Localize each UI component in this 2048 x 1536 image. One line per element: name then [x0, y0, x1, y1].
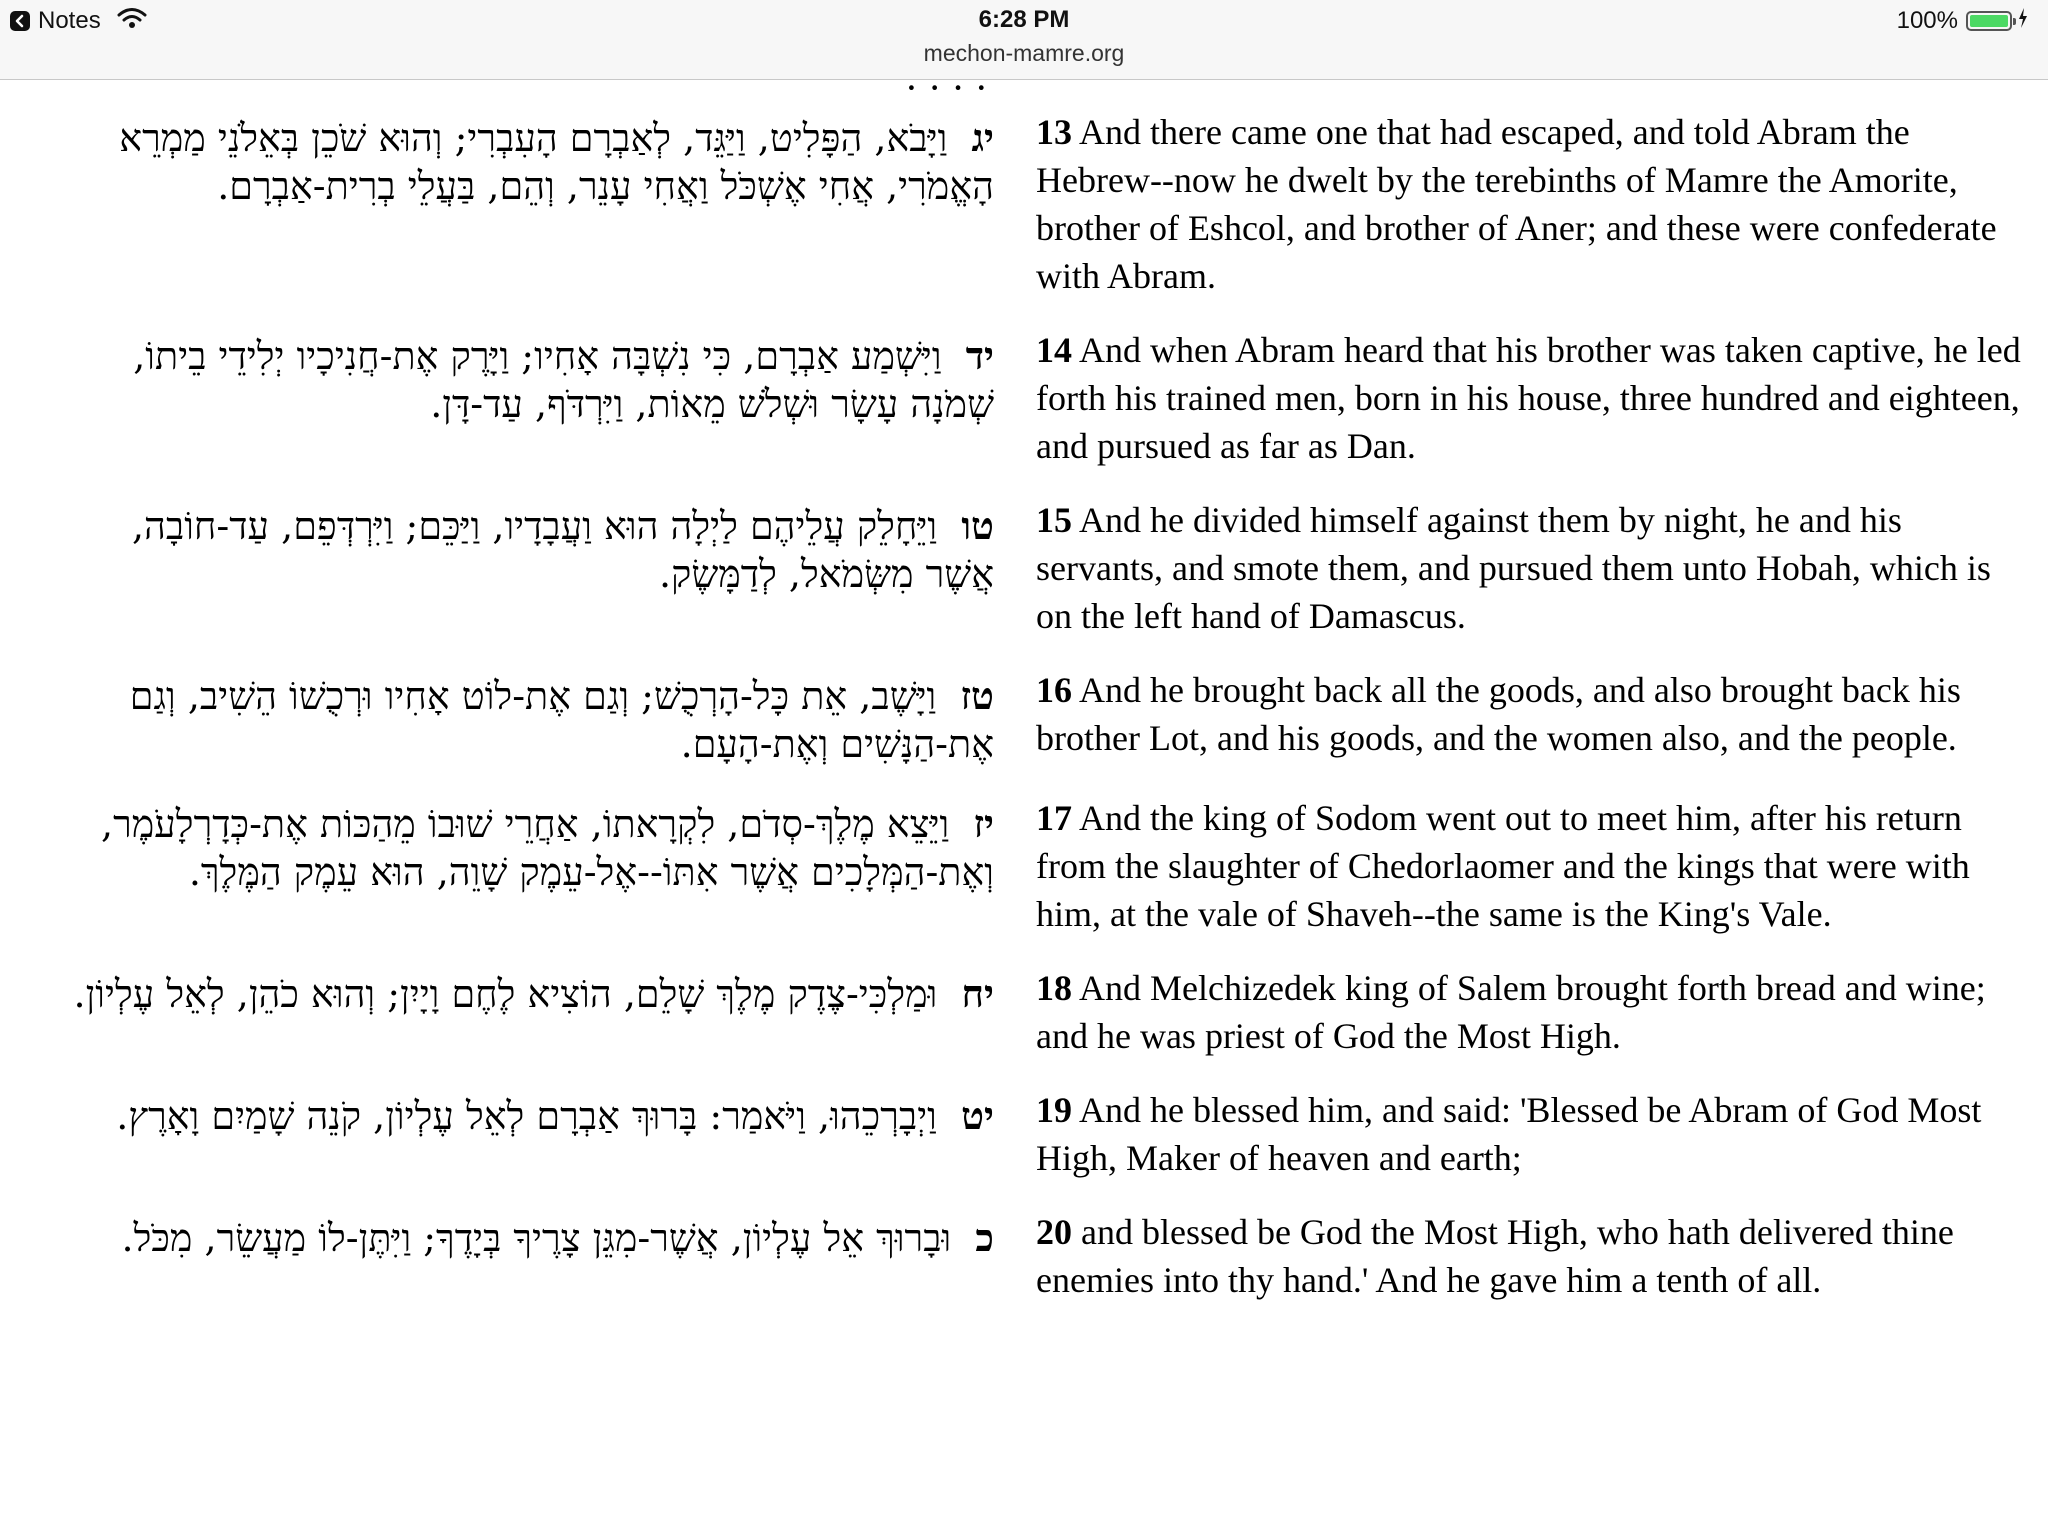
hebrew-verse-cell	[0, 1208, 1022, 1330]
verse-row	[0, 1086, 2048, 1208]
verse-row	[0, 666, 2048, 794]
battery-nub	[2013, 18, 2016, 25]
battery-percent: 100%	[1896, 7, 1958, 34]
english-verse-cell	[1022, 108, 2048, 326]
hebrew-verse-text: וּבָרוּךְ אֵל עֶלְיוֹן, אֲשֶׁר-מִגֵּן צָרֶיךָ בְּיָדֶךָ; וַיִּתֶּן-לוֹ מַעֲשֵׂר, מִכֹּל.	[121, 1216, 952, 1260]
english-verse-cell	[1022, 1086, 2048, 1208]
english-verse-number: 20	[1036, 1212, 1072, 1252]
status-right	[1897, 6, 2028, 36]
english-verse-cell	[1022, 1208, 2048, 1330]
hebrew-verse-text: וּמַלְכִּי-צֶדֶק מֶלֶךְ שָׁלֵם, הוֹצִיא לֶחֶם וָיָיִן; וְהוּא כֹהֵן, לְאֵל עֶלְיוֹן.	[73, 972, 938, 1016]
hebrew-verse-text: וַיָּבֹא, הַפָּלִיט, וַיַּגֵּד, לְאַבְרָם הָעִבְרִי; וְהוּא שֹׁכֵן בְּאֵלֹנֵי מַמְרֵא הָאֱמֹרִי, אֲחִי אֶשְׁכֹּל וַאֲחִי עָנֵר, וְהֵם, בַּעֲלֵי בְרִית-אַבְרָם.	[119, 116, 994, 208]
hebrew-verse-number: יח	[961, 971, 994, 1016]
english-verse-text: And there came one that had escaped, and told Abram the Hebrew--now he dwelt by the terebinths of Mamre the Amorite, brother of Eshcol, and brother of Aner; and these were confederate with Abram.	[1036, 112, 1997, 296]
hebrew-verse-number: יט	[961, 1093, 994, 1138]
verse-row	[0, 108, 2048, 326]
english-verse-number: 17	[1036, 798, 1072, 838]
status-bar	[0, 0, 2048, 80]
english-verse-text: And he brought back all the goods, and also brought back his brother Lot, and his goods, and the women also, and the people.	[1036, 670, 1961, 758]
hebrew-verse-cell	[0, 496, 1022, 666]
clock: 6:28 PM	[978, 6, 1070, 33]
english-verse-number: 14	[1036, 330, 1072, 370]
hebrew-verse-number: כ	[975, 1215, 994, 1260]
hebrew-verse-cell	[0, 794, 1022, 964]
hebrew-verse-text: וַיִּשְׁמַע אַבְרָם, כִּי נִשְׁבָּה אָחִיו; וַיָּרֶק אֶת-חֲנִיכָיו יְלִידֵי בֵיתוֹ, שְׁמֹנָה עָשָׂר וּשְׁלֹשׁ מֵאוֹת, וַיִּרְדֹּף, עַד-דָּן.	[133, 334, 994, 426]
hebrew-verse-number: יז	[973, 801, 994, 846]
back-app-label[interactable]: Notes	[38, 7, 101, 34]
verse-row	[0, 326, 2048, 496]
hebrew-verse-cell	[0, 1086, 1022, 1208]
verse-row	[0, 496, 2048, 666]
english-verse-number: 16	[1036, 670, 1072, 710]
hebrew-verse-cell	[0, 108, 1022, 326]
english-verse-number: 18	[1036, 968, 1072, 1008]
battery-level	[1970, 15, 2008, 27]
address-url[interactable]: mechon-mamre.org	[923, 40, 1125, 66]
english-verse-number: 19	[1036, 1090, 1072, 1130]
english-verse-cell	[1022, 326, 2048, 496]
hebrew-verse-number: יד	[965, 333, 994, 378]
hebrew-verse-cell	[0, 666, 1022, 794]
english-verse-text: And Melchizedek king of Salem brought forth bread and wine; and he was priest of God the Most High.	[1036, 968, 1986, 1056]
charging-bolt-icon	[2018, 7, 2028, 35]
hebrew-verse-text: וַיֵּצֵא מֶלֶךְ-סְדֹם, לִקְרָאתוֹ, אַחֲרֵי שׁוּבוֹ מֵהַכּוֹת אֶת-כְּדָרְלָעֹמֶר, וְאֶת-הַמְּלָכִים אֲשֶׁר אִתּוֹ--אֶל-עֵמֶק שָׁוֵה, הוּא עֵמֶק הַמֶּלֶךְ.	[101, 802, 994, 894]
page-content	[0, 80, 2048, 1536]
english-verse-cell	[1022, 794, 2048, 964]
verse-row	[0, 794, 2048, 964]
hebrew-verse-text: וַיְבָרְכֵהוּ, וַיֹּאמַר: בָּרוּךְ אַבְרָם לְאֵל עֶלְיוֹן, קֹנֵה שָׁמַיִם וָאָרֶץ.	[116, 1094, 937, 1138]
english-verse-text: And he divided himself against them by night, he and his servants, and smote them, and pursued them unto Hobah, which is on the left hand of Damascus.	[1036, 500, 1991, 636]
english-verse-text: And he blessed him, and said: 'Blessed be Abram of God Most High, Maker of heaven and earth;	[1036, 1090, 1982, 1178]
english-verse-number: 15	[1036, 500, 1072, 540]
battery-icon	[1966, 11, 2012, 31]
hebrew-verse-cell	[0, 326, 1022, 496]
hebrew-verse-number: טז	[960, 673, 994, 718]
english-verse-cell	[1022, 964, 2048, 1086]
english-verse-text: And when Abram heard that his brother was taken captive, he led forth his trained men, born in his house, three hundred and eighteen, and pursued as far as Dan.	[1036, 330, 2021, 466]
english-verse-cell	[1022, 666, 2048, 794]
hebrew-verse-number: יג	[971, 115, 994, 160]
english-verse-cell	[1022, 496, 2048, 666]
hebrew-verse-text: וַיֵּחָלֵק עֲלֵיהֶם לַיְלָה הוּא וַעֲבָדָיו, וַיַּכֵּם; וַיִּרְדְּפֵם, עַד-חוֹבָה, אֲשֶׁר מִשְּׂמֹאל, לְדַמָּשֶׂק.	[131, 504, 994, 596]
english-verse-text: And the king of Sodom went out to meet him, after his return from the slaughter of Chedorlaomer and the kings that were with him, at the vale of Shaveh--the same is the King's Vale.	[1036, 798, 1970, 934]
verse-table	[0, 108, 2048, 1330]
hebrew-verse-text: וַיָּשֶׁב, אֵת כָּל-הָרְכֻשׁ; וְגַם אֶת-לוֹט אָחִיו וּרְכֻשׁוֹ הֵשִׁיב, וְגַם אֶת-הַנָּשִׁים וְאֶת-הָעָם.	[129, 674, 994, 766]
verse-row	[0, 1208, 2048, 1330]
hebrew-verse-cell	[0, 964, 1022, 1086]
verse-row	[0, 964, 2048, 1086]
english-verse-text: and blessed be God the Most High, who hath delivered thine enemies into thy hand.' And he gave him a tenth of all.	[1036, 1212, 1954, 1300]
hebrew-verse-number: טו	[961, 503, 994, 548]
partial-top-line: · · · ·	[904, 80, 988, 110]
english-verse-number: 13	[1036, 112, 1072, 152]
